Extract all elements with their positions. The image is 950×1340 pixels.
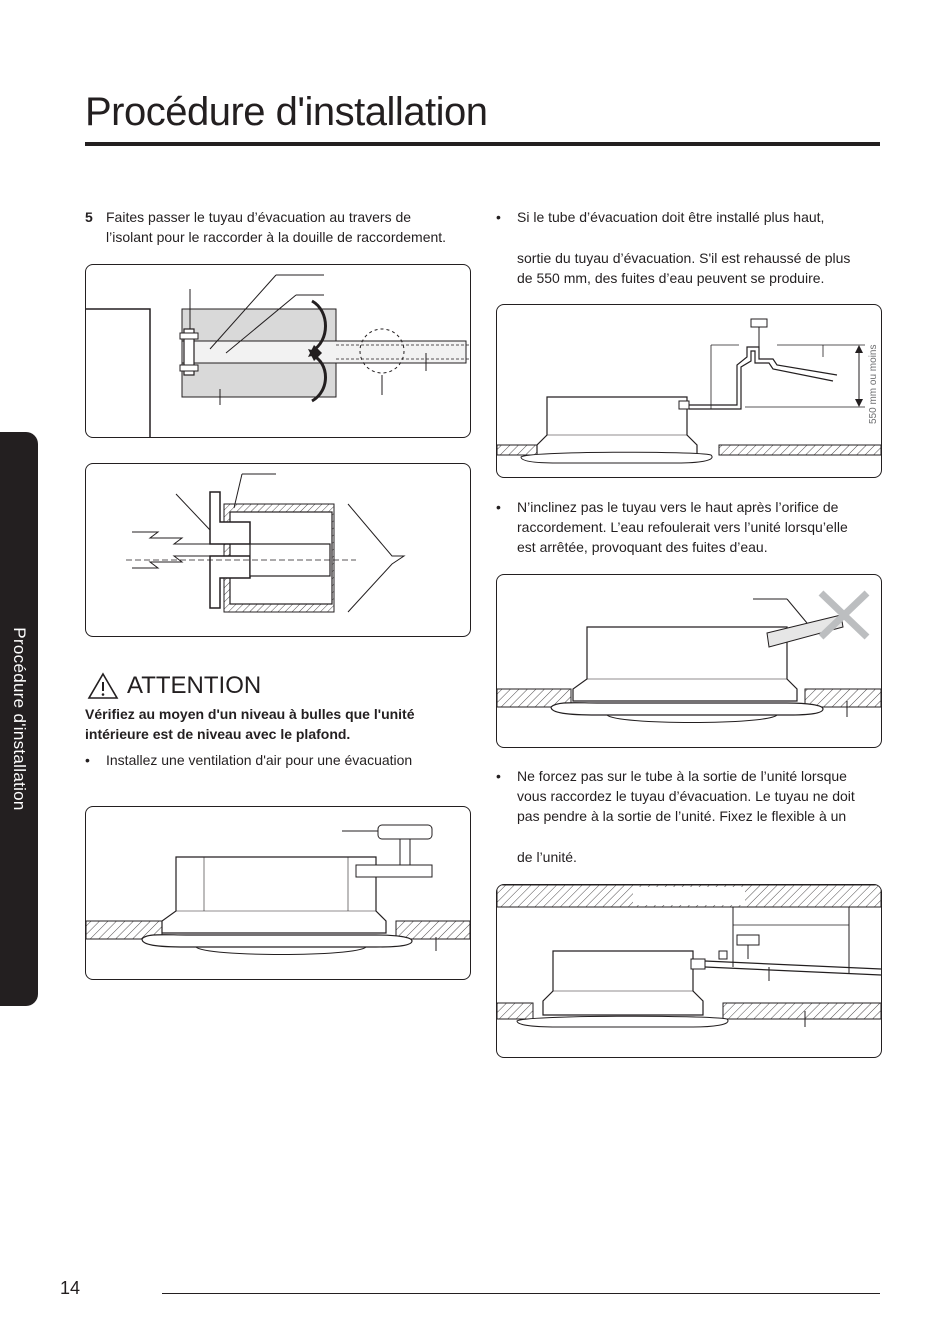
footer-rule bbox=[162, 1293, 880, 1294]
b2-line1: N’inclinez pas le tuyau vers le haut après l’orifice de bbox=[517, 499, 839, 515]
page-title: Procédure d'installation bbox=[85, 90, 488, 134]
attention-line2: intérieure est de niveau avec le plafond. bbox=[85, 726, 351, 742]
step-number: 5 bbox=[85, 209, 93, 225]
b2-line2: raccordement. L’eau refoulerait vers l’unité lorsqu’elle bbox=[517, 519, 848, 535]
warning-triangle-icon bbox=[87, 672, 119, 700]
b1-line3: de 550 mm, des fuites d’eau peuvent se produire. bbox=[517, 270, 825, 286]
b3-bullet: • bbox=[496, 768, 501, 784]
step5-line2: l’isolant pour le raccorder à la douille de raccordement. bbox=[106, 229, 447, 245]
b2-bullet: • bbox=[496, 499, 501, 515]
step5-line1: Faites passer le tuyau d’évacuation au travers de bbox=[106, 209, 412, 225]
figure-insulation-pipe bbox=[85, 264, 471, 438]
b1-bullet: • bbox=[496, 209, 501, 225]
figure-drain-height bbox=[496, 304, 882, 478]
figure-hose-support bbox=[496, 884, 882, 1058]
page-number: 14 bbox=[60, 1278, 81, 1298]
figure-drain-socket bbox=[85, 463, 471, 637]
figure-ventilation-unit bbox=[85, 806, 471, 980]
b3-line2: vous raccordez le tuyau d’évacuation. Le tuyau ne doit bbox=[517, 788, 855, 804]
b3-line4: de l’unité. bbox=[517, 849, 577, 865]
b3-line3: pas pendre à la sortie de l’unité. Fixez le flexible à un bbox=[517, 808, 847, 824]
ventilation-bullet: • bbox=[85, 752, 90, 768]
ventilation-text: Installez une ventilation d'air pour une évacuation bbox=[106, 752, 413, 768]
title-rule bbox=[85, 142, 880, 146]
attention-label: ATTENTION bbox=[127, 672, 262, 699]
b2-line3: est arrêtée, provoquant des fuites d’eau. bbox=[517, 539, 768, 555]
b3-line1: Ne forcez pas sur le tube à la sortie de l’unité lorsque bbox=[517, 768, 847, 784]
b1-line1: Si le tube d’évacuation doit être installé plus haut, bbox=[517, 209, 825, 225]
side-tab bbox=[0, 432, 38, 1006]
b1-line2: sortie du tuyau d’évacuation. S'il est rehaussé de plus bbox=[517, 250, 851, 266]
figure-no-upward-slope bbox=[496, 574, 882, 748]
side-tab-label: Procédure d'installation bbox=[10, 627, 29, 811]
attention-line1: Vérifiez au moyen d'un niveau à bulles que l'unité bbox=[85, 706, 415, 722]
height-limit-label: 550 mm ou moins bbox=[868, 344, 879, 424]
attention-body bbox=[85, 704, 445, 744]
